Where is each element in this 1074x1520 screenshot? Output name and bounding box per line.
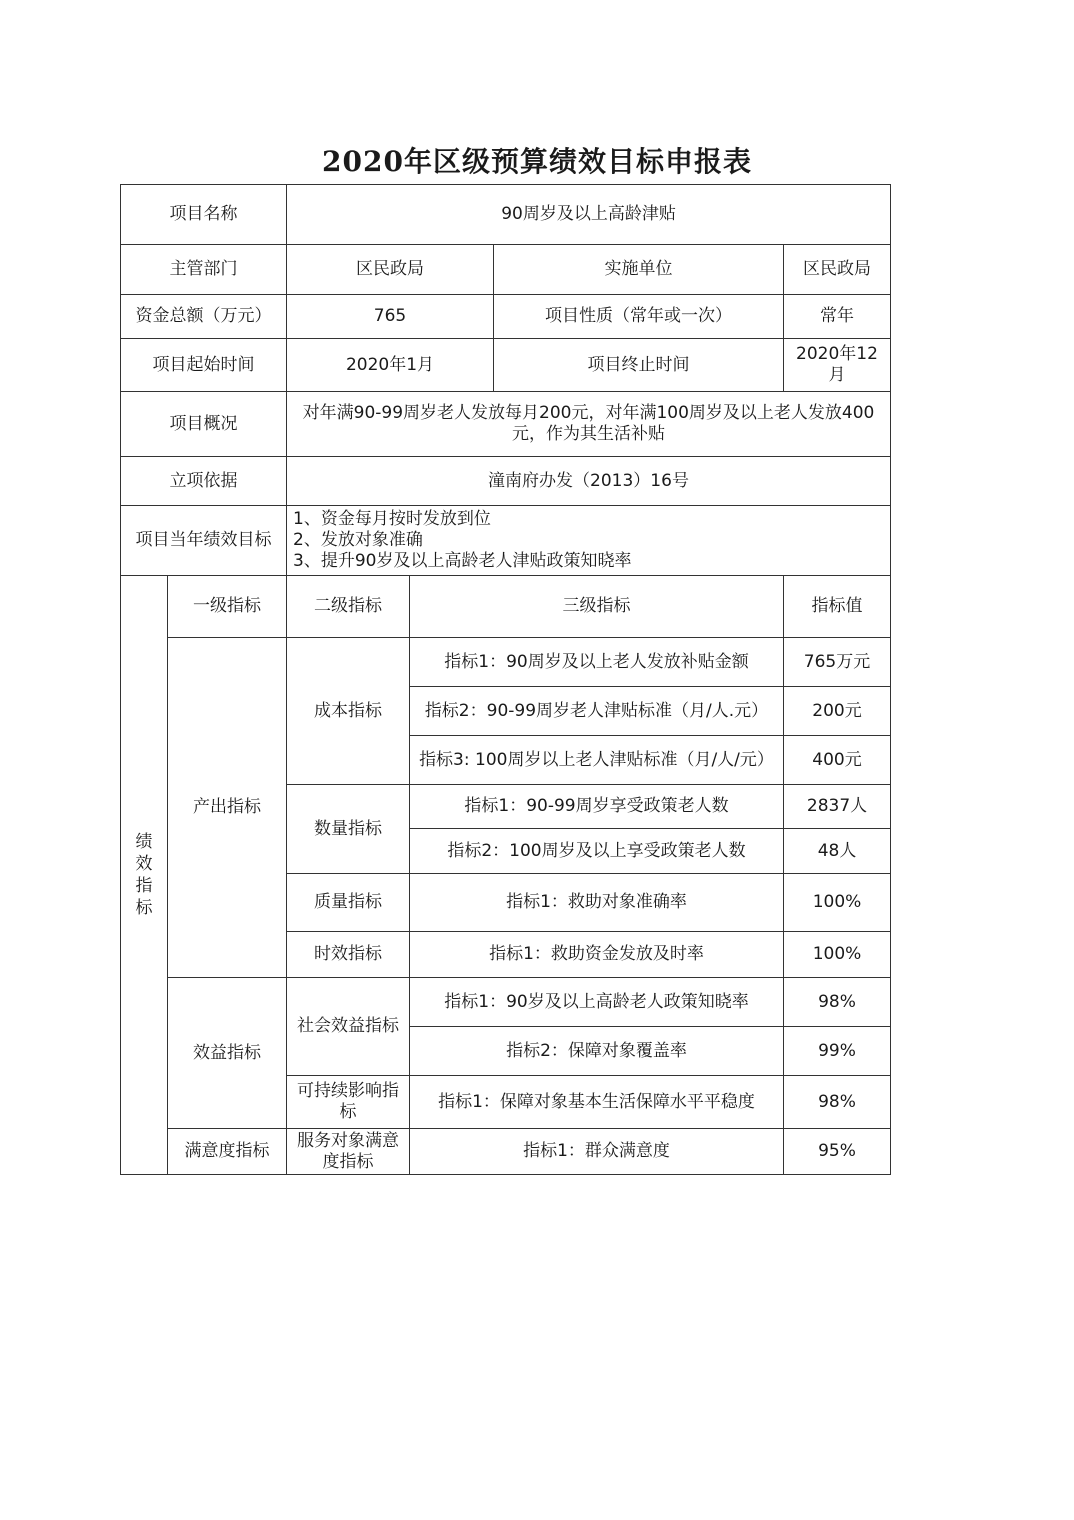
dept-label: 主管部门 bbox=[121, 245, 287, 295]
social-indicator-2-value: 99% bbox=[784, 1027, 891, 1076]
end-label: 项目终止时间 bbox=[494, 339, 784, 392]
row-period bbox=[121, 339, 891, 392]
quantity-indicator-1: 指标1：90-99周岁享受政策老人数 bbox=[410, 785, 784, 829]
row-department bbox=[121, 245, 891, 295]
benefit-indicator-label: 效益指标 bbox=[168, 978, 287, 1129]
satisfaction-indicator-1: 指标1：群众满意度 bbox=[410, 1129, 784, 1175]
overview-label: 项目概况 bbox=[121, 392, 287, 457]
sustain-indicator-1: 指标1：保障对象基本生活保障水平平稳度 bbox=[410, 1076, 784, 1129]
row-project-name bbox=[121, 185, 891, 245]
nature-label: 项目性质（常年或一次） bbox=[494, 295, 784, 339]
timeliness-indicator-1: 指标1：救助资金发放及时率 bbox=[410, 932, 784, 978]
unit-value: 区民政局 bbox=[784, 245, 891, 295]
quality-indicator-1-value: 100% bbox=[784, 874, 891, 932]
sustain-indicator-1-value: 98% bbox=[784, 1076, 891, 1129]
header-level3: 三级指标 bbox=[410, 576, 784, 638]
table-row bbox=[121, 1129, 891, 1175]
cost-indicator-2-value: 200元 bbox=[784, 687, 891, 736]
fund-label: 资金总额（万元） bbox=[121, 295, 287, 339]
basis-label: 立项依据 bbox=[121, 457, 287, 506]
timeliness-indicator-1-value: 100% bbox=[784, 932, 891, 978]
performance-indicator-label: 绩效指标 bbox=[121, 576, 168, 1175]
start-label: 项目起始时间 bbox=[121, 339, 287, 392]
overview-value: 对年满90-99周岁老人发放每月200元，对年满100周岁及以上老人发放400元，作为其生活补贴 bbox=[287, 392, 891, 457]
social-indicator-1: 指标1：90岁及以上高龄老人政策知晓率 bbox=[410, 978, 784, 1027]
start-value: 2020年1月 bbox=[287, 339, 494, 392]
cost-indicator-2: 指标2：90-99周岁老人津贴标准（月/人.元） bbox=[410, 687, 784, 736]
timeliness-indicator-label: 时效指标 bbox=[287, 932, 410, 978]
row-fund bbox=[121, 295, 891, 339]
social-indicator-1-value: 98% bbox=[784, 978, 891, 1027]
dept-value: 区民政局 bbox=[287, 245, 494, 295]
quality-indicator-label: 质量指标 bbox=[287, 874, 410, 932]
basis-value: 潼南府办发（2013）16号 bbox=[287, 457, 891, 506]
output-indicator-label: 产出指标 bbox=[168, 638, 287, 978]
sustain-indicator-label: 可持续影响指标 bbox=[287, 1076, 410, 1129]
service-satisfaction-label: 服务对象满意度指标 bbox=[287, 1129, 410, 1175]
cost-indicator-1: 指标1：90周岁及以上老人发放补贴金额 bbox=[410, 638, 784, 687]
goal-label: 项目当年绩效目标 bbox=[121, 506, 287, 576]
goal-list bbox=[287, 506, 891, 576]
budget-form-table bbox=[120, 184, 891, 1175]
header-level2: 二级指标 bbox=[287, 576, 410, 638]
goal-item-2: 2、发放对象准确 bbox=[293, 530, 423, 550]
project-name-value: 90周岁及以上高龄津贴 bbox=[287, 185, 891, 245]
row-goals bbox=[121, 506, 891, 576]
unit-label: 实施单位 bbox=[494, 245, 784, 295]
table-row bbox=[121, 978, 891, 1027]
goal-item-1: 1、资金每月按时发放到位 bbox=[293, 509, 491, 529]
header-value: 指标值 bbox=[784, 576, 891, 638]
end-value: 2020年12月 bbox=[784, 339, 891, 392]
row-overview bbox=[121, 392, 891, 457]
row-basis bbox=[121, 457, 891, 506]
cost-indicator-3-value: 400元 bbox=[784, 736, 891, 785]
quantity-indicator-label: 数量指标 bbox=[287, 785, 410, 874]
cost-indicator-label: 成本指标 bbox=[287, 638, 410, 785]
goal-item-3: 3、提升90岁及以上高龄老人津贴政策知晓率 bbox=[293, 551, 632, 571]
satisfaction-indicator-1-value: 95% bbox=[784, 1129, 891, 1175]
indicator-header-row bbox=[121, 576, 891, 638]
project-name-label: 项目名称 bbox=[121, 185, 287, 245]
quantity-indicator-2: 指标2：100周岁及以上享受政策老人数 bbox=[410, 829, 784, 874]
social-indicator-2: 指标2：保障对象覆盖率 bbox=[410, 1027, 784, 1076]
quantity-indicator-1-value: 2837人 bbox=[784, 785, 891, 829]
satisfaction-indicator-label: 满意度指标 bbox=[168, 1129, 287, 1175]
fund-value: 765 bbox=[287, 295, 494, 339]
cost-indicator-3: 指标3: 100周岁以上老人津贴标准（月/人/元） bbox=[410, 736, 784, 785]
header-level1: 一级指标 bbox=[168, 576, 287, 638]
quantity-indicator-2-value: 48人 bbox=[784, 829, 891, 874]
social-benefit-label: 社会效益指标 bbox=[287, 978, 410, 1076]
page-title: 2020年区级预算绩效目标申报表 bbox=[322, 145, 752, 178]
quality-indicator-1: 指标1：救助对象准确率 bbox=[410, 874, 784, 932]
nature-value: 常年 bbox=[784, 295, 891, 339]
cost-indicator-1-value: 765万元 bbox=[784, 638, 891, 687]
table-row bbox=[121, 638, 891, 687]
